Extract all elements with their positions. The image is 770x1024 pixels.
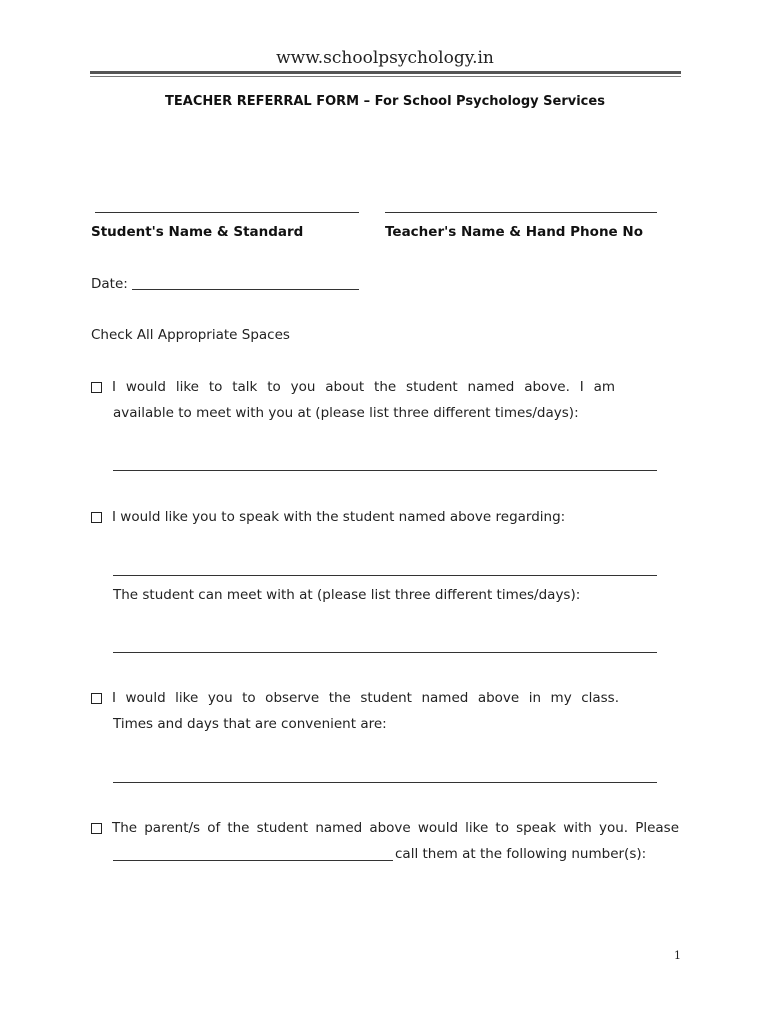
option-parents — [91, 820, 679, 836]
option-talk-line1: I would like to talk to you about the student named above. I am — [112, 379, 615, 395]
checkbox-parents[interactable] — [91, 823, 102, 834]
student-name-field[interactable] — [95, 212, 359, 213]
option-parents-line1: The parent/s of the student named above would like to speak with you. Please — [112, 820, 679, 836]
parents-number-field[interactable] — [113, 860, 393, 861]
option-observe — [91, 690, 619, 706]
header-rule-thick — [90, 71, 681, 74]
student-name-label: Student's Name & Standard — [91, 224, 304, 240]
option-speak — [91, 509, 565, 525]
instructions-text: Check All Appropriate Spaces — [91, 327, 290, 343]
student-meet-times-field[interactable] — [113, 652, 657, 653]
option-talk — [91, 379, 615, 395]
option-observe-line1: I would like you to observe the student named above in my class. — [112, 690, 619, 706]
date-field[interactable] — [132, 289, 359, 290]
student-meet-times-label: The student can meet with at (please list three different times/days): — [113, 587, 581, 603]
website-header: www.schoolpsychology.in — [276, 48, 494, 68]
form-title: TEACHER REFERRAL FORM – For School Psychology Services — [165, 94, 605, 109]
page-number: 1 — [674, 949, 681, 962]
date-label: Date: — [91, 276, 128, 292]
checkbox-speak[interactable] — [91, 512, 102, 523]
observe-times-field[interactable] — [113, 782, 657, 783]
option-talk-line2: available to meet with you at (please list three different times/days): — [113, 405, 579, 421]
teacher-name-label: Teacher's Name & Hand Phone No — [385, 224, 643, 240]
talk-times-field[interactable] — [113, 470, 657, 471]
speak-regarding-field[interactable] — [113, 575, 657, 576]
option-speak-line1: I would like you to speak with the student named above regarding: — [112, 509, 566, 525]
option-observe-line2: Times and days that are convenient are: — [113, 716, 387, 732]
checkbox-observe[interactable] — [91, 693, 102, 704]
teacher-name-field[interactable] — [385, 212, 657, 213]
header-rule-thin — [90, 76, 681, 77]
checkbox-talk[interactable] — [91, 382, 102, 393]
option-parents-line2: call them at the following number(s): — [395, 846, 647, 862]
